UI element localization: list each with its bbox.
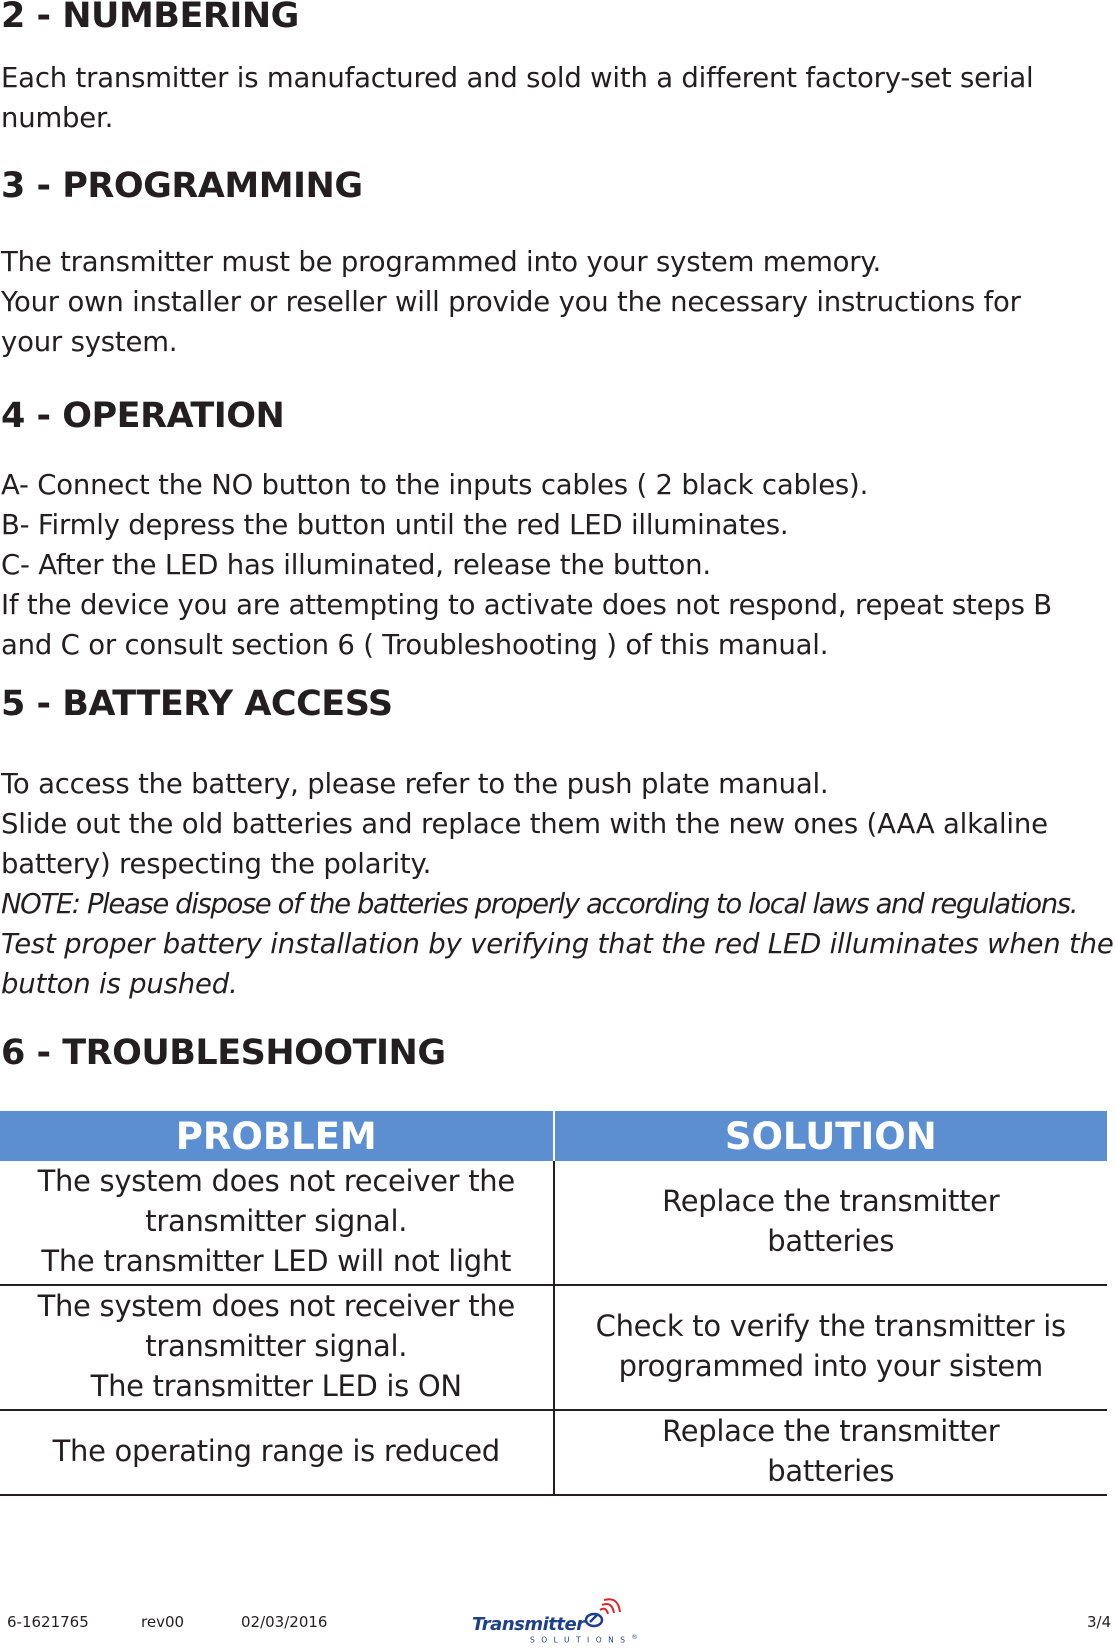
cell-line: transmitter signal. — [145, 1204, 408, 1238]
paragraph-line: Each transmitter is manufactured and sold with a different factory-set serial — [1, 62, 1034, 94]
paragraph-line: A- Connect the NO button to the inputs cables ( 2 black cables). — [1, 469, 869, 501]
problem-cell — [0, 1161, 554, 1285]
table-header-row — [0, 1111, 1107, 1161]
cell-line: The transmitter LED is ON — [90, 1369, 462, 1403]
cell-line: The system does not receiver the — [37, 1289, 515, 1323]
section-heading-troubleshooting: 6 - TROUBLESHOOTING — [1, 1033, 446, 1073]
cell-line: Replace the transmitter — [662, 1414, 1000, 1448]
paragraph-line: battery) respecting the polarity. — [1, 848, 432, 880]
solution-cell — [554, 1285, 1108, 1410]
note-line: Test proper battery installation by verifying that the red LED illuminates when the — [1, 928, 1114, 960]
section-heading-operation: 4 - OPERATION — [1, 396, 285, 436]
note-line: NOTE: Please dispose of the batteries properly according to local laws and regulations. — [1, 888, 1078, 920]
solution-cell — [554, 1161, 1108, 1285]
paragraph-line: Your own installer or reseller will provide you the necessary instructions for — [1, 286, 1021, 318]
cell-line: The system does not receiver the — [37, 1164, 515, 1198]
table-row — [0, 1410, 1107, 1495]
problem-cell — [0, 1410, 554, 1495]
logo-subtitle: SOLUTIONS® — [530, 1634, 638, 1645]
section-heading-numbering: 2 - NUMBERING — [1, 0, 299, 36]
signal-waves-icon — [584, 1596, 634, 1636]
company-logo — [470, 1596, 640, 1646]
column-header-solution: SOLUTION — [554, 1111, 1108, 1161]
table-row — [0, 1161, 1107, 1285]
paragraph-line: number. — [1, 102, 114, 134]
cell-line: batteries — [767, 1454, 895, 1488]
paragraph-line: C- After the LED has illuminated, release the button. — [1, 549, 711, 581]
footer-date: 02/03/2016 — [241, 1613, 328, 1631]
cell-line: batteries — [767, 1224, 895, 1258]
solution-cell — [554, 1410, 1108, 1495]
column-header-problem: PROBLEM — [0, 1111, 554, 1161]
footer-page-number: 3/4 — [1087, 1613, 1112, 1631]
paragraph-line: and C or consult section 6 ( Troubleshooting ) of this manual. — [1, 629, 829, 661]
cell-line: programmed into your sistem — [618, 1349, 1043, 1383]
paragraph-line: B- Firmly depress the button until the red LED illuminates. — [1, 509, 789, 541]
paragraph-line: If the device you are attempting to activate does not respond, repeat steps B — [1, 589, 1052, 621]
cell-line: Replace the transmitter — [662, 1184, 1000, 1218]
logo-wordmark: Transmitter — [472, 1614, 585, 1635]
paragraph-line: The transmitter must be programmed into your system memory. — [1, 246, 882, 278]
section-heading-programming: 3 - PROGRAMMING — [1, 166, 363, 206]
paragraph-line: To access the battery, please refer to the push plate manual. — [1, 768, 829, 800]
cell-line: transmitter signal. — [145, 1329, 408, 1363]
paragraph-line: your system. — [1, 326, 178, 358]
troubleshooting-table — [0, 1111, 1107, 1496]
problem-cell — [0, 1285, 554, 1410]
cell-line: The transmitter LED will not light — [41, 1244, 512, 1278]
cell-line: The operating range is reduced — [52, 1434, 500, 1468]
footer-doc-number: 6-1621765 — [7, 1613, 89, 1631]
footer-revision: rev00 — [141, 1613, 185, 1631]
section-heading-battery-access: 5 - BATTERY ACCESS — [1, 684, 393, 724]
cell-line: Check to verify the transmitter is — [595, 1309, 1066, 1343]
paragraph-line: Slide out the old batteries and replace them with the new ones (AAA alkaline — [1, 808, 1048, 840]
table-row — [0, 1285, 1107, 1410]
note-line: button is pushed. — [1, 968, 238, 1000]
